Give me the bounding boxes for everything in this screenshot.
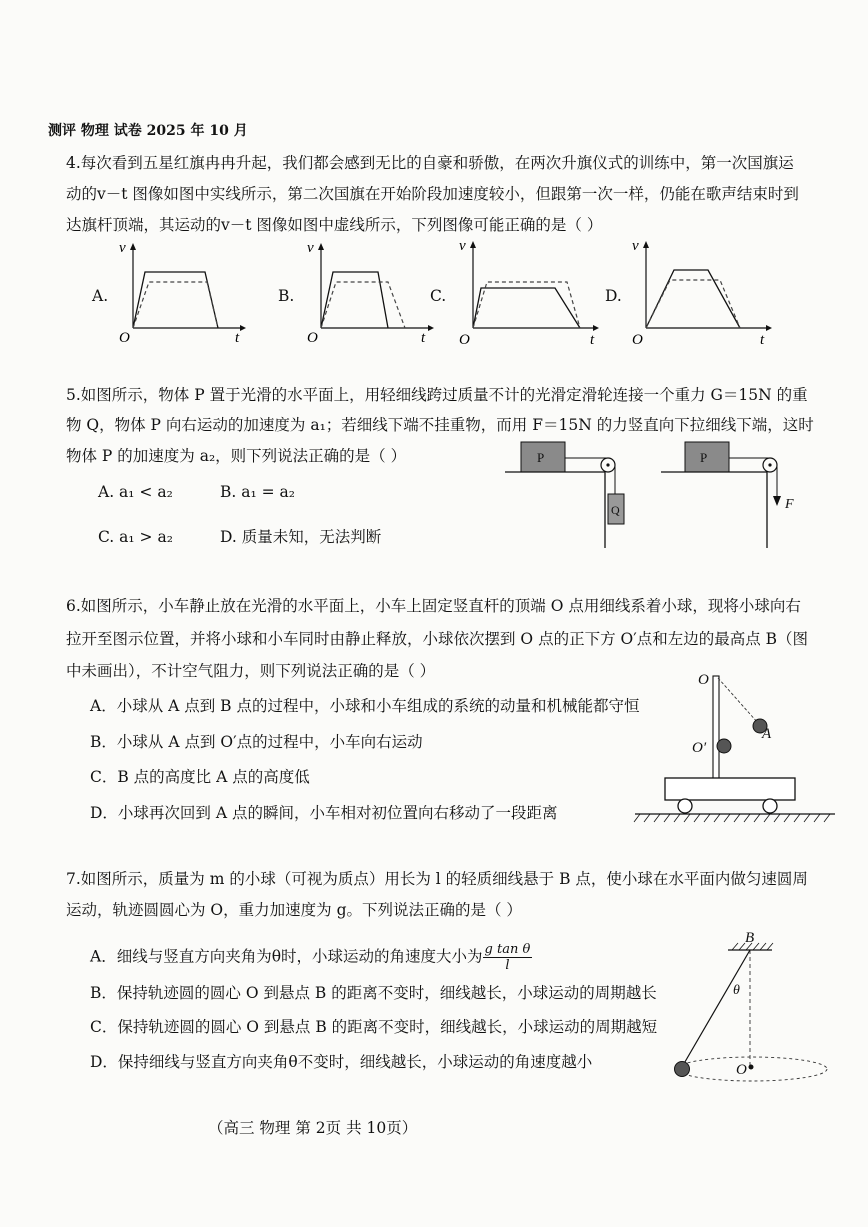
- q4-a-origin: O: [119, 330, 130, 345]
- q5-option-c: C. a₁ > a₂: [98, 528, 173, 546]
- q4-option-a-label: A.: [92, 287, 109, 305]
- q4-c-origin: O: [459, 332, 470, 348]
- weight-q-label: Q: [611, 503, 620, 517]
- q7-option-a-text: A．细线与竖直方向夹角为θ时，小球运动的角速度大小为: [90, 947, 483, 966]
- q7-option-a: [90, 942, 532, 973]
- q4-d-axis-t: t: [760, 332, 765, 348]
- q6-line-2: 拉开至图示位置，并将小球和小车同时由静止释放，小球依次摆到 O 点的正下方 O′点和左边的最高点 B（图: [66, 630, 809, 648]
- q6-option-d: D．小球再次回到 A 点的瞬间，小车相对初位置向右移动了一段距离: [90, 804, 558, 822]
- q4-line-2: 动的v－t 图像如图中实线所示，第二次国旗在开始阶段加速度较小，但跟第一次一样，仍能在歌声结束时到: [66, 185, 799, 203]
- q4-b-axis-t: t: [421, 330, 426, 345]
- q5-line-1: 5.如图所示，物体 P 置于光滑的水平面上，用轻细线跨过质量不计的光滑定滑轮连接一个重力 G＝15N 的重: [66, 386, 808, 404]
- q6-option-b: B．小球从 A 点到 O′点的过程中，小车向右运动: [90, 733, 423, 751]
- q4-d-origin: O: [632, 332, 643, 348]
- q4-line-3: 达旗杆顶端，其运动的v－t 图像如图中虚线所示，下列图像可能正确的是（ ）: [66, 216, 603, 234]
- q6-line-1: 6.如图所示，小车静止放在光滑的水平面上，小车上固定竖直杆的顶端 O 点用细线系着小球，现将小球向右: [66, 597, 801, 615]
- q5-line-2: 物 Q，物体 P 向右运动的加速度为 a₁；若细线下端不挂重物，而用 F＝15N 的力竖直向下拉细线下端，这时: [66, 416, 814, 434]
- fraction-denominator: l: [505, 958, 510, 973]
- label-o-prime: O′: [692, 740, 707, 756]
- label-o: O: [736, 1062, 747, 1078]
- q4-option-d-label: D.: [605, 287, 622, 305]
- fraction-numerator: g tan θ: [484, 942, 531, 957]
- q4-graph-b: [303, 240, 438, 345]
- q7-option-d: D．保持细线与竖直方向夹角θ不变时，细线越长，小球运动的角速度越小: [90, 1053, 593, 1071]
- label-o: O: [698, 672, 709, 688]
- q6-line-3: 中未画出），不计空气阻力，则下列说法正确的是（ ）: [66, 662, 436, 680]
- q7-line-2: 运动，轨迹圆圆心为 O，重力加速度为 g。下列说法正确的是（ ）: [66, 901, 522, 919]
- q4-option-c-label: C.: [430, 287, 447, 305]
- q5-option-d: D. 质量未知，无法判断: [220, 528, 382, 546]
- q4-a-axis-v: v: [119, 240, 126, 256]
- q7-line-1: 7.如图所示，质量为 m 的小球（可视为质点）用长为 l 的轻质细线悬于 B 点，使小球在水平面内做匀速圆周: [66, 870, 808, 888]
- q4-line-1: 4.每次看到五星红旗冉冉升起，我们都会感到无比的自豪和骄傲，在两次升旗仪式的训练中，第一次国旗运: [66, 154, 794, 172]
- q6-figure: [630, 668, 840, 830]
- q4-b-origin: O: [307, 330, 318, 345]
- q4-graph-d: [628, 236, 778, 348]
- q4-c-axis-t: t: [590, 332, 595, 348]
- q4-graph-c: [455, 236, 605, 348]
- q4-a-axis-t: t: [235, 330, 240, 345]
- q5-option-a: A. a₁ < a₂: [98, 483, 173, 501]
- force-f-label: F: [785, 497, 794, 512]
- force-arrow: [773, 496, 781, 506]
- cart-body: [665, 778, 795, 800]
- q5-line-3: 物体 P 的加速度为 a₂，则下列说法正确的是（ ）: [66, 447, 407, 465]
- q4-d-axis-v: v: [632, 238, 639, 254]
- q7-option-b: B．保持轨迹圆的圆心 O 到悬点 B 的距离不变时，细线越长，小球运动的周期越长: [90, 984, 657, 1002]
- q7-option-c: C．保持轨迹圆的圆心 O 到悬点 B 的距离不变时，细线越长，小球运动的周期越短: [90, 1018, 658, 1036]
- string: [682, 950, 750, 1067]
- q4-graph-a: [115, 240, 250, 345]
- block-p-left-label: P: [537, 450, 545, 465]
- q5-figure: [505, 438, 805, 550]
- vertical-pole: [713, 676, 719, 781]
- q7-figure: [660, 928, 840, 1088]
- label-theta: θ: [733, 983, 740, 998]
- label-a: A: [762, 726, 772, 742]
- q4-c-axis-v: v: [459, 238, 466, 254]
- block-p-right-label: P: [700, 450, 708, 465]
- ball: [675, 1062, 690, 1077]
- q5-option-b: B. a₁ = a₂: [220, 483, 295, 501]
- page-header: 测评 物理 试卷 2025 年 10 月: [48, 123, 248, 139]
- q4-option-b-label: B.: [278, 287, 295, 305]
- center-point: [749, 1065, 754, 1070]
- q6-option-a: A．小球从 A 点到 B 点的过程中，小球和小车组成的系统的动量和机械能都守恒: [90, 697, 640, 715]
- string-to-a: [718, 678, 758, 723]
- cart-wheel-left: [678, 799, 692, 813]
- cart-wheel-right: [763, 799, 777, 813]
- page-footer: （高三 物理 第 2页 共 10页）: [208, 1119, 418, 1137]
- q4-b-axis-v: v: [307, 240, 314, 256]
- ball-at-o-prime: [717, 739, 731, 753]
- q7-option-a-fraction: [483, 942, 533, 973]
- label-b: B: [745, 930, 755, 946]
- q6-option-c: C．B 点的高度比 A 点的高度低: [90, 768, 310, 786]
